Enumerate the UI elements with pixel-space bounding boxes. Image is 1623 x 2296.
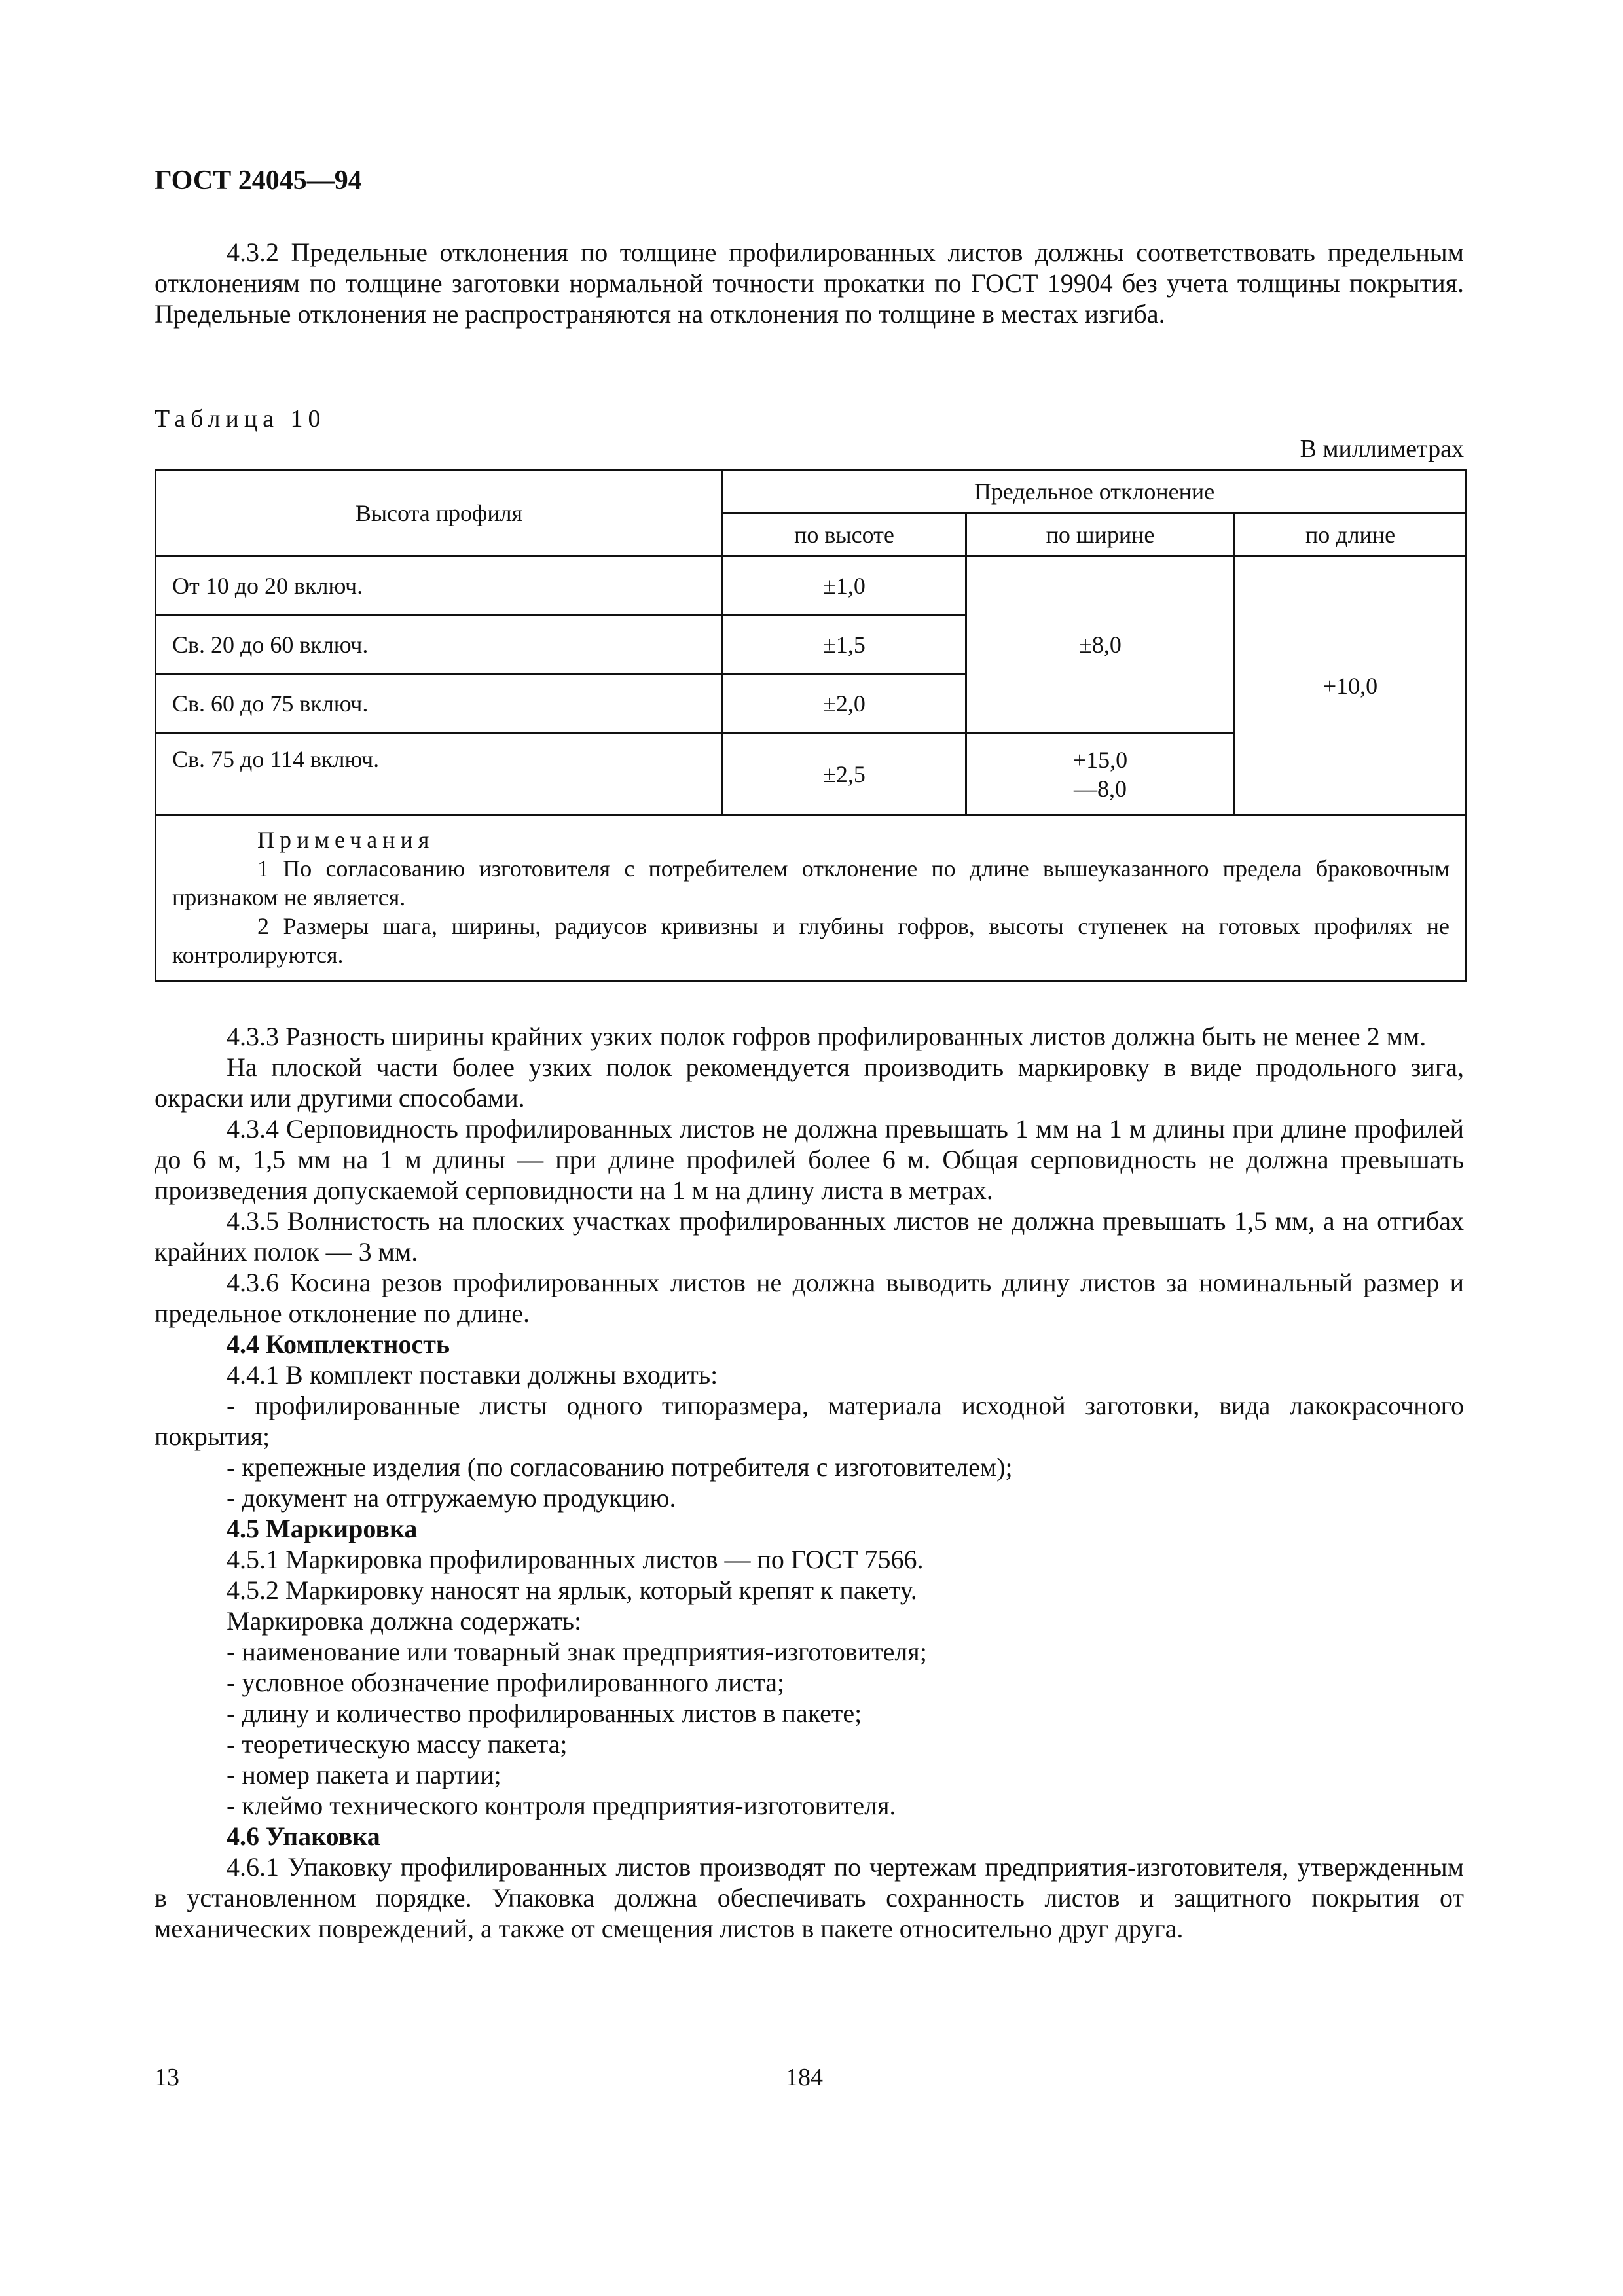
paragraph-4-3-3: 4.3.3 Разность ширины крайних узких полок гофров профилированных листов должна быть не менее 2 мм. <box>227 1022 1427 1051</box>
col-header-height: Высота профиля <box>156 470 723 556</box>
paragraph-4-6-1: 4.6.1 Упаковку профилированных листов производят по чертежам предприятия-изготовителя, утвержденным в установленном порядке. Упаковка должна обеспечивать сохранность листов и защитного покрытия от механических повреждений, а также от смещения листов в пакете относительно друг друга. <box>155 1852 1464 1943</box>
list-item: - профилированные листы одного типоразмера, материала исходной заготовки, вида лакокрасочного покрытия; <box>155 1391 1464 1451</box>
paragraph-4-3-4: 4.3.4 Серповидность профилированных листов не должна превышать 1 мм на 1 м длины при длине профилей до 6 м, 1,5 мм на 1 м длины — при длине профилей более 6 м. Общая серповидность не должна превышать произведения допускаемой серповидности на 1 м на длину листа в метрах. <box>155 1114 1464 1205</box>
cell-height-range: Св. 75 до 114 включ. <box>156 733 723 816</box>
table-row <box>156 556 1467 615</box>
page-number-center: 184 <box>786 2064 823 2091</box>
list-item: - номер пакета и партии; <box>227 1760 501 1789</box>
dev-width-plus: +15,0 <box>1072 746 1128 773</box>
paragraph-4-5-2-contents: Маркировка должна содержать: <box>227 1606 582 1636</box>
heading-4-5: 4.5 Маркировка <box>227 1514 418 1543</box>
sub-header-by-width: по ширине <box>966 513 1235 556</box>
cell-height-range: Св. 20 до 60 включ. <box>156 615 723 674</box>
list-item: - клеймо технического контроля предприятия-изготовителя. <box>227 1791 896 1820</box>
cell-height-range: От 10 до 20 включ. <box>156 556 723 615</box>
cell-dev-width-last <box>966 733 1235 816</box>
table-notes <box>156 816 1467 981</box>
list-item: - условное обозначение профилированного листа; <box>227 1668 785 1697</box>
dev-width-minus: —8,0 <box>1074 775 1127 802</box>
table-unit: В миллиметрах <box>1300 435 1464 463</box>
paragraph-text: 4.3.2 Предельные отклонения по толщине профилированных листов должны соответствовать предельным отклонениям по толщине заготовки нормальной точности прокатки по ГОСТ 19904 без учета толщины покрытия. Предельные отклонения не распространяются на отклонения по толщине в местах изгиба. <box>155 238 1464 329</box>
table-title: Таблица 10 <box>155 405 326 433</box>
cell-dev-height: ±1,0 <box>723 556 966 615</box>
paragraph-4-5-1: 4.5.1 Маркировка профилированных листов — по ГОСТ 7566. <box>227 1545 924 1574</box>
paragraph-4-4-1: 4.4.1 В комплект поставки должны входить: <box>227 1360 718 1390</box>
list-item: - документ на отгружаемую продукцию. <box>227 1483 676 1513</box>
list-item: - теоретическую массу пакета; <box>227 1729 568 1759</box>
sub-header-by-length: по длине <box>1235 513 1467 556</box>
page-number-left: 13 <box>155 2064 179 2091</box>
paragraph-4-3-3-marking: На плоской части более узких полок рекомендуется производить маркировку в виде продольного зига, окраски или другими способами. <box>155 1052 1464 1113</box>
paragraph-4-3-2 <box>155 237 1464 329</box>
list-item: - наименование или товарный знак предприятия-изготовителя; <box>227 1637 927 1666</box>
cell-dev-height: ±2,0 <box>723 674 966 733</box>
paragraph-4-3-6: 4.3.6 Косина резов профилированных листов не должна выводить длину листов за номинальный размер и предельное отклонение по длине. <box>155 1268 1464 1328</box>
sub-header-by-height: по высоте <box>723 513 966 556</box>
note-2: 2 Размеры шага, ширины, радиусов кривизны и глубины гофров, высоты ступенек на готовых профилях не контролируются. <box>172 913 1450 968</box>
cell-dev-height: ±1,5 <box>723 615 966 674</box>
note-1: 1 По согласованию изготовителя с потребителем отклонение по длине вышеуказанного предела браковочным признаком не является. <box>172 855 1450 910</box>
deviation-table <box>155 469 1467 982</box>
list-item: - крепежные изделия (по согласованию потребителя с изготовителем); <box>227 1452 1013 1482</box>
document-header: ГОСТ 24045—94 <box>155 166 362 196</box>
paragraph-4-5-2: 4.5.2 Маркировку наносят на ярлык, который крепят к пакету. <box>227 1575 917 1605</box>
cell-dev-width-merged: ±8,0 <box>966 556 1235 733</box>
notes-title: Примечания <box>257 827 435 853</box>
cell-dev-length-merged: +10,0 <box>1235 556 1467 816</box>
cell-height-range: Св. 60 до 75 включ. <box>156 674 723 733</box>
paragraph-4-3-5: 4.3.5 Волнистость на плоских участках профилированных листов не должна превышать 1,5 мм, а на отгибах крайних полок — 3 мм. <box>155 1206 1464 1266</box>
cell-dev-height: ±2,5 <box>723 733 966 816</box>
body-text <box>155 1021 1464 1944</box>
heading-4-4: 4.4 Комплектность <box>227 1329 450 1359</box>
list-item: - длину и количество профилированных листов в пакете; <box>227 1698 862 1728</box>
heading-4-6: 4.6 Упаковка <box>227 1821 380 1851</box>
col-header-deviation: Предельное отклонение <box>723 470 1467 513</box>
